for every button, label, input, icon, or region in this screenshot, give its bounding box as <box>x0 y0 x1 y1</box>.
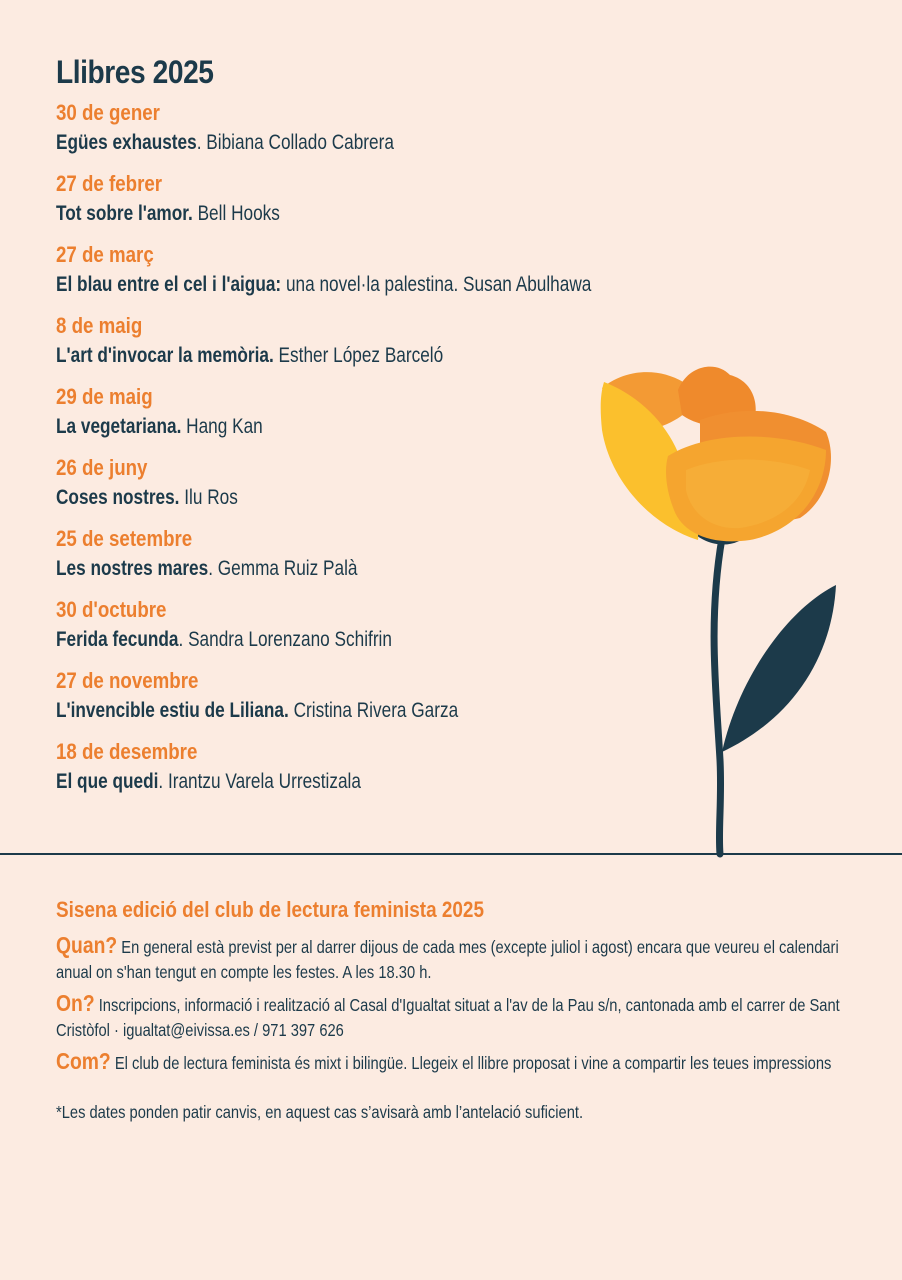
book-line <box>56 767 679 797</box>
disclaimer-note: *Les dates ponden patir canvis, en aquest cas s’avisarà amb l’antelació suficient. <box>56 1102 584 1122</box>
info-quan <box>56 933 841 985</box>
book-line <box>56 696 679 726</box>
page-title: Llibres 2025 <box>56 54 214 90</box>
book-separator: . <box>158 770 164 793</box>
book-author: Bell Hooks <box>192 202 280 225</box>
info-on-label: On? <box>56 990 95 1016</box>
book-author: Sandra Lorenzano Schifrin <box>183 628 392 651</box>
book-title: El blau entre el cel i l'aigua: <box>56 273 282 296</box>
book-title: L'art d'invocar la memòria. <box>56 344 274 367</box>
book-title: Coses nostres. <box>56 486 180 509</box>
book-title: Tot sobre l'amor. <box>56 202 193 225</box>
book-date: 18 de desembre <box>56 739 198 764</box>
info-com <box>56 1049 841 1076</box>
section-divider <box>0 853 902 855</box>
book-author: Gemma Ruiz Palà <box>212 557 358 580</box>
flower-leaf <box>722 585 836 752</box>
book-date: 30 d'octubre <box>56 597 167 622</box>
book-title: El que quedi <box>56 770 159 793</box>
book-line <box>56 554 679 584</box>
info-on <box>56 991 841 1043</box>
book-author: Irantzu Varela Urrestizala <box>163 770 361 793</box>
book-line <box>56 341 679 371</box>
list-item <box>56 240 816 311</box>
info-quan-label: Quan? <box>56 932 118 958</box>
book-line <box>56 128 679 158</box>
book-date: 26 de juny <box>56 455 148 480</box>
book-author: Ilu Ros <box>179 486 238 509</box>
book-line <box>56 625 679 655</box>
book-line <box>56 199 679 229</box>
book-date: 8 de maig <box>56 313 143 338</box>
book-title: Les nostres mares <box>56 557 209 580</box>
book-separator: . <box>178 628 184 651</box>
book-date: 25 de setembre <box>56 526 193 551</box>
book-line <box>56 412 679 442</box>
info-heading: Sisena edició del club de lectura feminista 2025 <box>56 897 484 922</box>
book-date: 29 de maig <box>56 384 153 409</box>
info-section <box>56 893 856 1125</box>
book-author: Cristina Rivera Garza <box>288 699 459 722</box>
book-date: 27 de febrer <box>56 171 163 196</box>
book-date: 27 de novembre <box>56 668 199 693</box>
book-title: L'invencible estiu de Liliana. <box>56 699 289 722</box>
book-title: Ferida fecunda <box>56 628 179 651</box>
list-item <box>56 98 816 169</box>
book-author: Bibiana Collado Cabrera <box>201 131 394 154</box>
flower-stem <box>714 538 722 854</box>
book-author: Hang Kan <box>181 415 263 438</box>
book-author: una novel·la palestina. Susan Abulhawa <box>281 273 592 296</box>
book-title: La vegetariana. <box>56 415 182 438</box>
book-separator: . <box>208 557 213 580</box>
book-date: 30 de gener <box>56 100 160 125</box>
flower-illustration <box>590 360 850 860</box>
info-quan-text: En general està previst per al darrer dijous de cada mes (excepte juliol i agost) encara que veureu el calendari anual on s'han tengut en compte les festes. A les 18.30 h. <box>56 937 839 982</box>
info-com-text: El club de lectura feminista és mixt i bilingüe. Llegeix el llibre proposat i vine a compartir les teues impressions <box>110 1053 832 1073</box>
info-com-label: Com? <box>56 1048 111 1074</box>
book-title: Egües exhaustes <box>56 131 197 154</box>
info-on-text: Inscripcions, informació i realització al Casal d'Igualtat situat a l'av de la Pau s/n, cantonada amb el carrer de Sant Cristòfol · igualtat@eivissa.es / 971 397 626 <box>56 995 840 1040</box>
book-author: Esther López Barceló <box>273 344 444 367</box>
book-date: 27 de març <box>56 242 154 267</box>
book-line <box>56 270 679 300</box>
book-separator: . <box>196 131 202 154</box>
list-item <box>56 169 816 240</box>
book-line <box>56 483 679 513</box>
